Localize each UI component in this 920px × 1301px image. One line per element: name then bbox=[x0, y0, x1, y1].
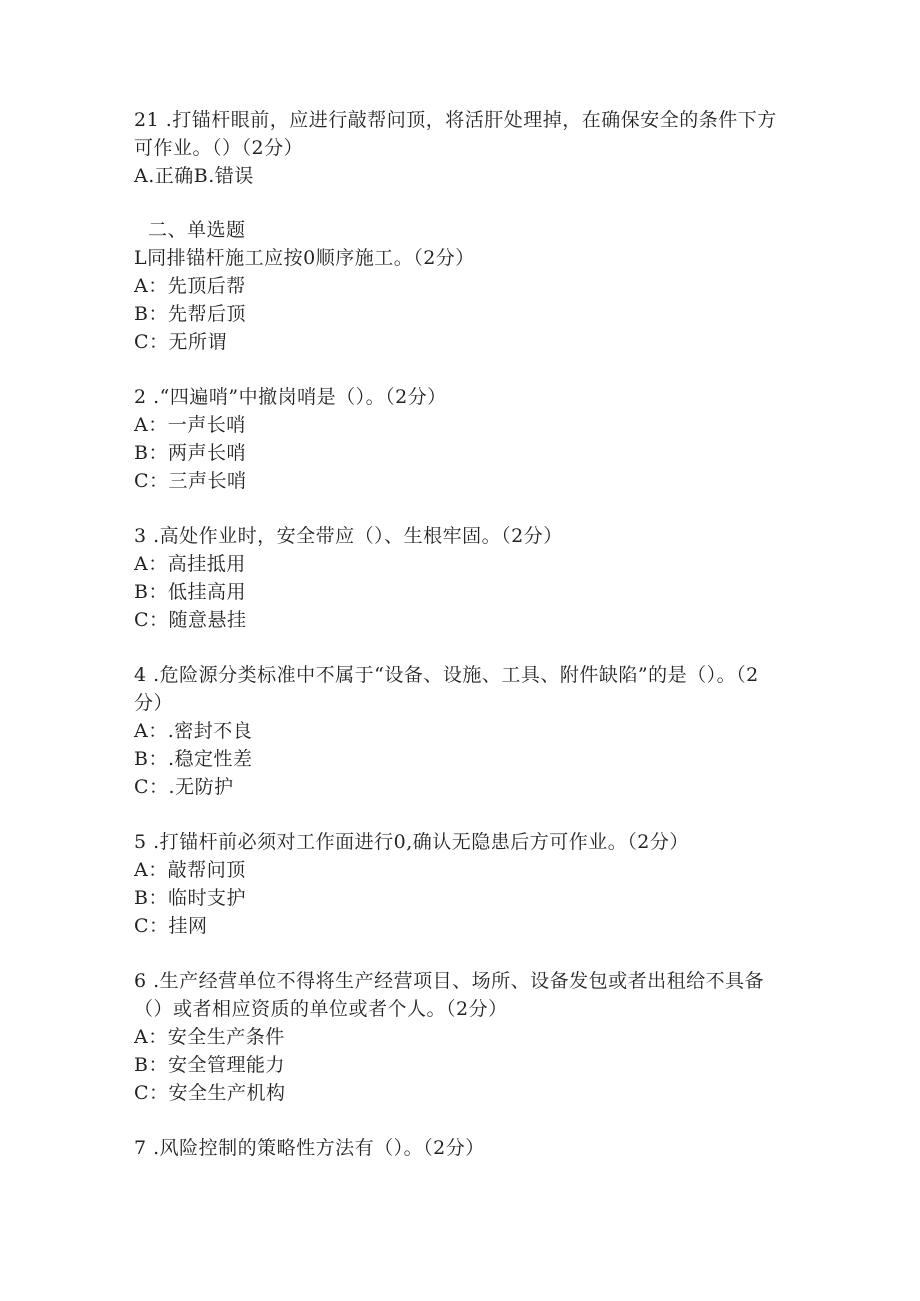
option-b: B：安全管理能力 bbox=[134, 1054, 285, 1076]
option-b: B：先帮后顶 bbox=[134, 303, 246, 325]
question-text: 7 .风险控制的策略性方法有（）。（2分） bbox=[134, 1137, 485, 1159]
option-b: B：临时支护 bbox=[134, 887, 246, 909]
option-a: A：一声长哨 bbox=[134, 414, 246, 436]
option-a: A：高挂抵用 bbox=[134, 553, 246, 575]
option-c: C：.无防护 bbox=[134, 776, 234, 798]
option-b: B：低挂高用 bbox=[134, 581, 246, 603]
question-block bbox=[134, 244, 794, 356]
option-a: A：先顶后帮 bbox=[134, 275, 246, 297]
question-21-options: A.正确B.错误 bbox=[134, 165, 254, 187]
option-a: A：.密封不良 bbox=[134, 720, 253, 742]
question-21-text: 21 .打锚杆眼前，应进行敲帮问顶，将活肝处理掉，在确保安全的条件下方可作业。（）（2分） bbox=[134, 109, 777, 159]
option-a: A：敲帮问顶 bbox=[134, 859, 246, 881]
option-b: B：两声长哨 bbox=[134, 442, 246, 464]
option-a: A：安全生产条件 bbox=[134, 1026, 285, 1048]
option-c: C：安全生产机构 bbox=[134, 1082, 286, 1104]
option-c: C：无所谓 bbox=[134, 331, 228, 353]
question-block bbox=[134, 828, 794, 940]
question-block bbox=[134, 522, 794, 634]
question-block bbox=[134, 383, 794, 495]
option-b: B：.稳定性差 bbox=[134, 748, 253, 770]
option-c: C：挂网 bbox=[134, 915, 208, 937]
question-text: 3 .高处作业时，安全带应（）、生根牢固。（2分） bbox=[134, 525, 563, 547]
question-block bbox=[134, 661, 794, 801]
question-text: L同排锚杆施工应按0顺序施工。（2分） bbox=[134, 247, 475, 269]
question-text: 5 .打锚杆前必须对工作面进行0,确认无隐患后方可作业。（2分） bbox=[134, 831, 689, 853]
option-c: C：三声长哨 bbox=[134, 470, 247, 492]
question-text: 4 .危险源分类标准中不属于“设备、设施、工具、附件缺陷”的是（）。（2分） bbox=[134, 664, 759, 714]
exam-content bbox=[134, 106, 794, 1162]
section-title: 二、单选题 bbox=[148, 219, 246, 241]
question-block bbox=[134, 967, 794, 1107]
question-text: 2 .“四遍哨”中撤岗哨是（）。（2分） bbox=[134, 386, 447, 408]
question-text: 6 .生产经营单位不得将生产经营项目、场所、设备发包或者出租给不具备（）或者相应资质的单位或者个人。（2分） bbox=[134, 970, 765, 1020]
option-c: C：随意悬挂 bbox=[134, 609, 247, 631]
question-block bbox=[134, 1134, 794, 1162]
